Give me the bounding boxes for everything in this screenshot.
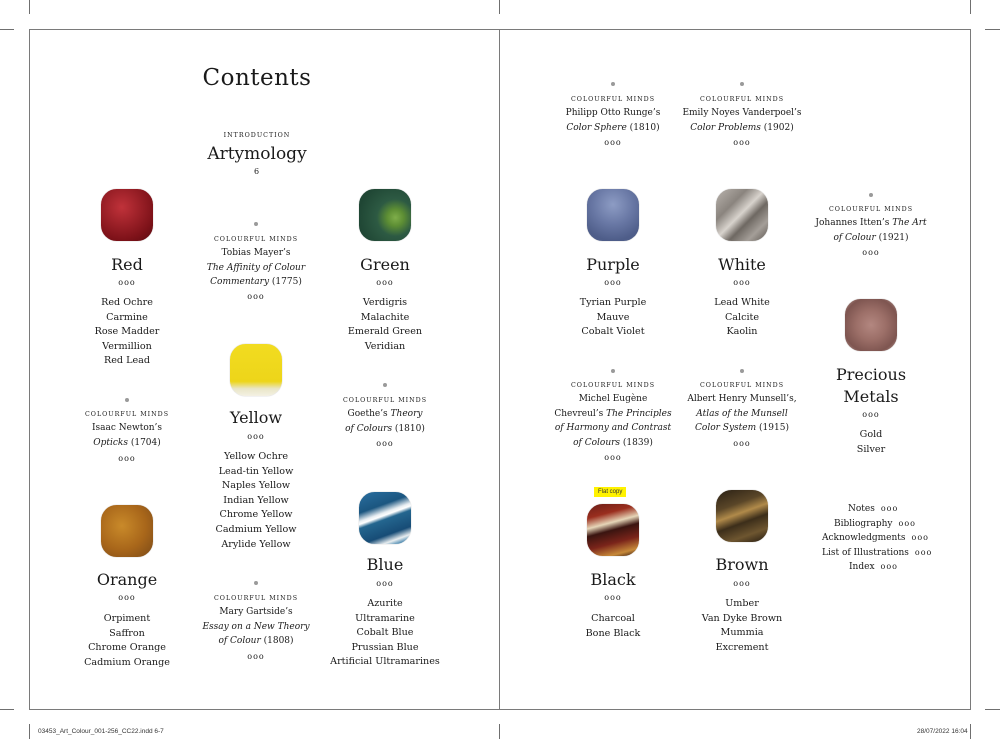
crop-mark [970,0,971,14]
runge-entry [566,106,661,135]
end-matter-item [822,560,932,575]
list-item: Calcite [724,311,760,323]
black-heading: Black [590,570,636,589]
end-matter-label: Acknowledgments [822,533,906,544]
green-swatch [359,189,411,241]
itten-entry [815,216,926,245]
red-list [95,296,160,369]
crop-mark [499,0,500,14]
page-number: ooo [247,292,265,301]
list-item: Vermillion [102,340,152,352]
crop-mark [985,709,1000,710]
brown-swatch [716,490,768,542]
page-number: ooo [118,593,136,602]
orange-list [84,612,170,670]
list-item: Naples Yellow [221,480,291,492]
list-item: Tyrian Purple [579,297,647,308]
page-number: ooo [862,248,880,257]
dot-marker [740,82,744,86]
entry-line: of Colour [218,636,261,647]
list-item: Umber [725,598,759,609]
crop-mark [29,0,30,14]
list-item: Bone Black [585,627,641,639]
purple-heading: Purple [586,255,640,274]
entry-line: Chevreul’s [554,408,607,419]
page-number: ooo [376,278,394,287]
end-matter-item [822,531,932,546]
end-matter-label: Index [849,562,875,573]
list-item: Cadmium Orange [84,656,170,668]
colourful-minds-label: COLOURFUL MINDS [570,382,656,389]
page-number: ooo [604,453,622,462]
newton-entry [92,421,162,450]
end-matter-label: List of Illustrations [822,547,909,558]
blue-swatch [359,492,411,544]
list-item: Artificial Ultramarines [330,656,440,668]
list-item: Arylide Yellow [221,538,291,550]
page-number: ooo [911,533,929,543]
list-item: Van Dyke Brown [701,612,783,624]
list-item: Yellow Ochre [223,451,289,462]
entry-year: (1810) [626,122,660,133]
heading-line: Metals [843,387,899,406]
colourful-minds-label: COLOURFUL MINDS [828,206,914,213]
brown-list [702,597,782,655]
list-item: Cadmium Yellow [215,523,297,535]
entry-line: of Colours [573,437,621,448]
entry-year: (1810) [392,423,425,434]
entry-line: Goethe’s [347,409,391,419]
crop-mark [970,724,971,739]
page-number: ooo [247,432,265,441]
page-number: ooo [880,504,899,513]
list-item: Saffron [109,627,145,639]
entry-line: Albert Henry Munsell’s, [687,394,797,404]
entry-year: (1915) [756,423,789,434]
entry-line: Essay on a New Theory [202,621,310,632]
white-heading: White [718,255,766,274]
list-item: Lead White [714,297,770,308]
end-matter-list [822,502,932,575]
goethe-entry [345,407,425,436]
yellow-list [216,450,297,552]
page-number: ooo [604,138,622,147]
end-matter-label: Bibliography [834,518,893,529]
entry-line: Isaac Newton’s [91,423,163,433]
page-number: ooo [733,278,751,287]
list-item: Red Lead [103,355,150,367]
colourful-minds-label: COLOURFUL MINDS [84,411,170,418]
blue-heading: Blue [366,555,404,574]
page-number: ooo [733,439,751,448]
metals-list [857,428,885,457]
entry-line: Tobias Mayer’s [221,248,291,258]
munsell-entry [687,392,796,436]
page-number: ooo [604,593,622,602]
introduction-label: INTRODUCTION [223,132,291,139]
red-heading: Red [111,255,143,274]
blue-list [330,597,440,670]
dot-marker [254,222,258,226]
mayer-entry [207,246,305,290]
end-matter-label: Notes [848,504,875,514]
dot-marker [125,398,129,402]
crop-mark [29,724,30,739]
page-number: ooo [376,579,394,588]
list-item: Gold [859,429,883,440]
purple-list [580,296,647,340]
list-item: Charcoal [591,613,635,624]
page-number: ooo [118,278,136,287]
colourful-minds-label: COLOURFUL MINDS [213,595,299,602]
list-item: Ultramarine [355,612,415,624]
entry-line: The Affinity of Colour [206,262,306,273]
orange-heading: Orange [96,570,158,589]
list-item: Carmine [106,311,148,323]
entry-line: Mary Gartside’s [219,607,293,617]
introduction-title: Artymology [207,144,307,164]
entry-line: Commentary [210,277,270,288]
page-number: ooo [898,518,916,528]
introduction-page: 6 [253,167,261,176]
entry-year: (1704) [127,437,161,448]
dot-marker [740,369,744,373]
list-item: Kaolin [726,326,758,338]
list-item: Excrement [715,641,769,653]
list-item: Chrome Yellow [219,509,293,521]
orange-swatch [101,505,153,557]
page-number: ooo [376,439,394,448]
black-list [586,612,641,641]
list-item: Veridian [364,340,406,352]
entry-line: Color Sphere [566,122,627,133]
white-swatch [716,189,768,241]
entry-line: Michel Eugène [578,394,648,404]
entry-line: Johannes Itten’s [815,218,893,228]
list-item: Rose Madder [94,326,160,338]
dot-marker [869,193,873,197]
dot-marker [611,82,615,86]
flat-copy-note: Flat copy [594,487,626,497]
crop-mark [0,709,14,710]
entry-line: of Colours [345,423,393,434]
page-number: ooo [118,454,136,463]
end-matter-item [822,502,932,517]
page-number: ooo [247,652,265,661]
entry-line: Emily Noyes Vanderpoel’s [682,108,802,118]
green-heading: Green [360,255,410,274]
list-item: Cobalt Violet [581,326,645,338]
contents-title: Contents [202,65,312,91]
page-number: ooo [733,138,751,147]
entry-year: (1839) [620,437,653,448]
crop-mark [985,29,1000,30]
end-matter-item [822,517,932,532]
colourful-minds-label: COLOURFUL MINDS [570,96,656,103]
heading-line: Precious [835,365,907,384]
entry-year: (1808) [260,636,294,647]
black-swatch [587,504,639,556]
colourful-minds-label: COLOURFUL MINDS [213,236,299,243]
page-number: ooo [604,278,622,287]
entry-year: (1921) [875,232,909,243]
gartside-entry [202,605,309,649]
crop-mark [0,29,14,30]
entry-line: Color System [695,423,757,434]
list-item: Lead-tin Yellow [218,465,294,477]
colourful-minds-label: COLOURFUL MINDS [699,382,785,389]
page-number: ooo [880,562,898,572]
white-list [714,296,770,340]
red-swatch [101,189,153,241]
metal-swatch [845,299,897,351]
entry-line: Opticks [93,437,128,448]
entry-line: The Principles [606,408,672,419]
slug-filename: 03453_Art_Colour_001-256_CC22.indd 6-7 [38,728,164,735]
green-list [348,296,422,354]
list-item: Orpiment [103,613,151,624]
page-number: ooo [914,547,933,557]
list-item: Chrome Orange [88,642,166,654]
end-matter-item [822,546,932,561]
slug-date: 28/07/2022 16:04 [917,728,968,735]
entry-line: Philipp Otto Runge’s [565,108,661,118]
crop-mark [499,724,500,739]
list-item: Mummia [720,627,764,639]
entry-line: of Colour [833,232,876,243]
entry-line: of Harmony and Contrast [554,423,672,434]
list-item: Red Ochre [101,297,153,308]
purple-swatch [587,189,639,241]
list-item: Emerald Green [347,326,423,338]
list-item: Indian Yellow [223,494,289,506]
yellow-heading: Yellow [229,408,283,427]
precious-metals-heading [836,367,906,405]
list-item: Prussian Blue [351,641,419,653]
dot-marker [254,581,258,585]
brown-heading: Brown [715,555,769,574]
entry-year: (1902) [760,122,794,133]
list-item: Azurite [367,598,403,609]
list-item: Cobalt Blue [356,627,414,639]
entry-line: Theory [390,409,423,419]
entry-year: (1775) [269,277,302,288]
list-item: Verdigris [362,297,408,308]
list-item: Mauve [596,311,630,323]
chevreul-entry [554,392,671,450]
yellow-swatch [230,344,282,396]
dot-marker [383,383,387,387]
page-number: ooo [733,579,751,588]
list-item: Silver [856,443,886,455]
colourful-minds-label: COLOURFUL MINDS [699,96,785,103]
list-item: Malachite [360,311,410,323]
vanderpoel-entry [682,106,801,135]
entry-line: Color Problems [690,122,761,133]
colourful-minds-label: COLOURFUL MINDS [342,397,428,404]
dot-marker [611,369,615,373]
page-number: ooo [862,410,880,419]
entry-line: The Art [892,218,927,228]
entry-line: Atlas of the Munsell [696,408,788,419]
